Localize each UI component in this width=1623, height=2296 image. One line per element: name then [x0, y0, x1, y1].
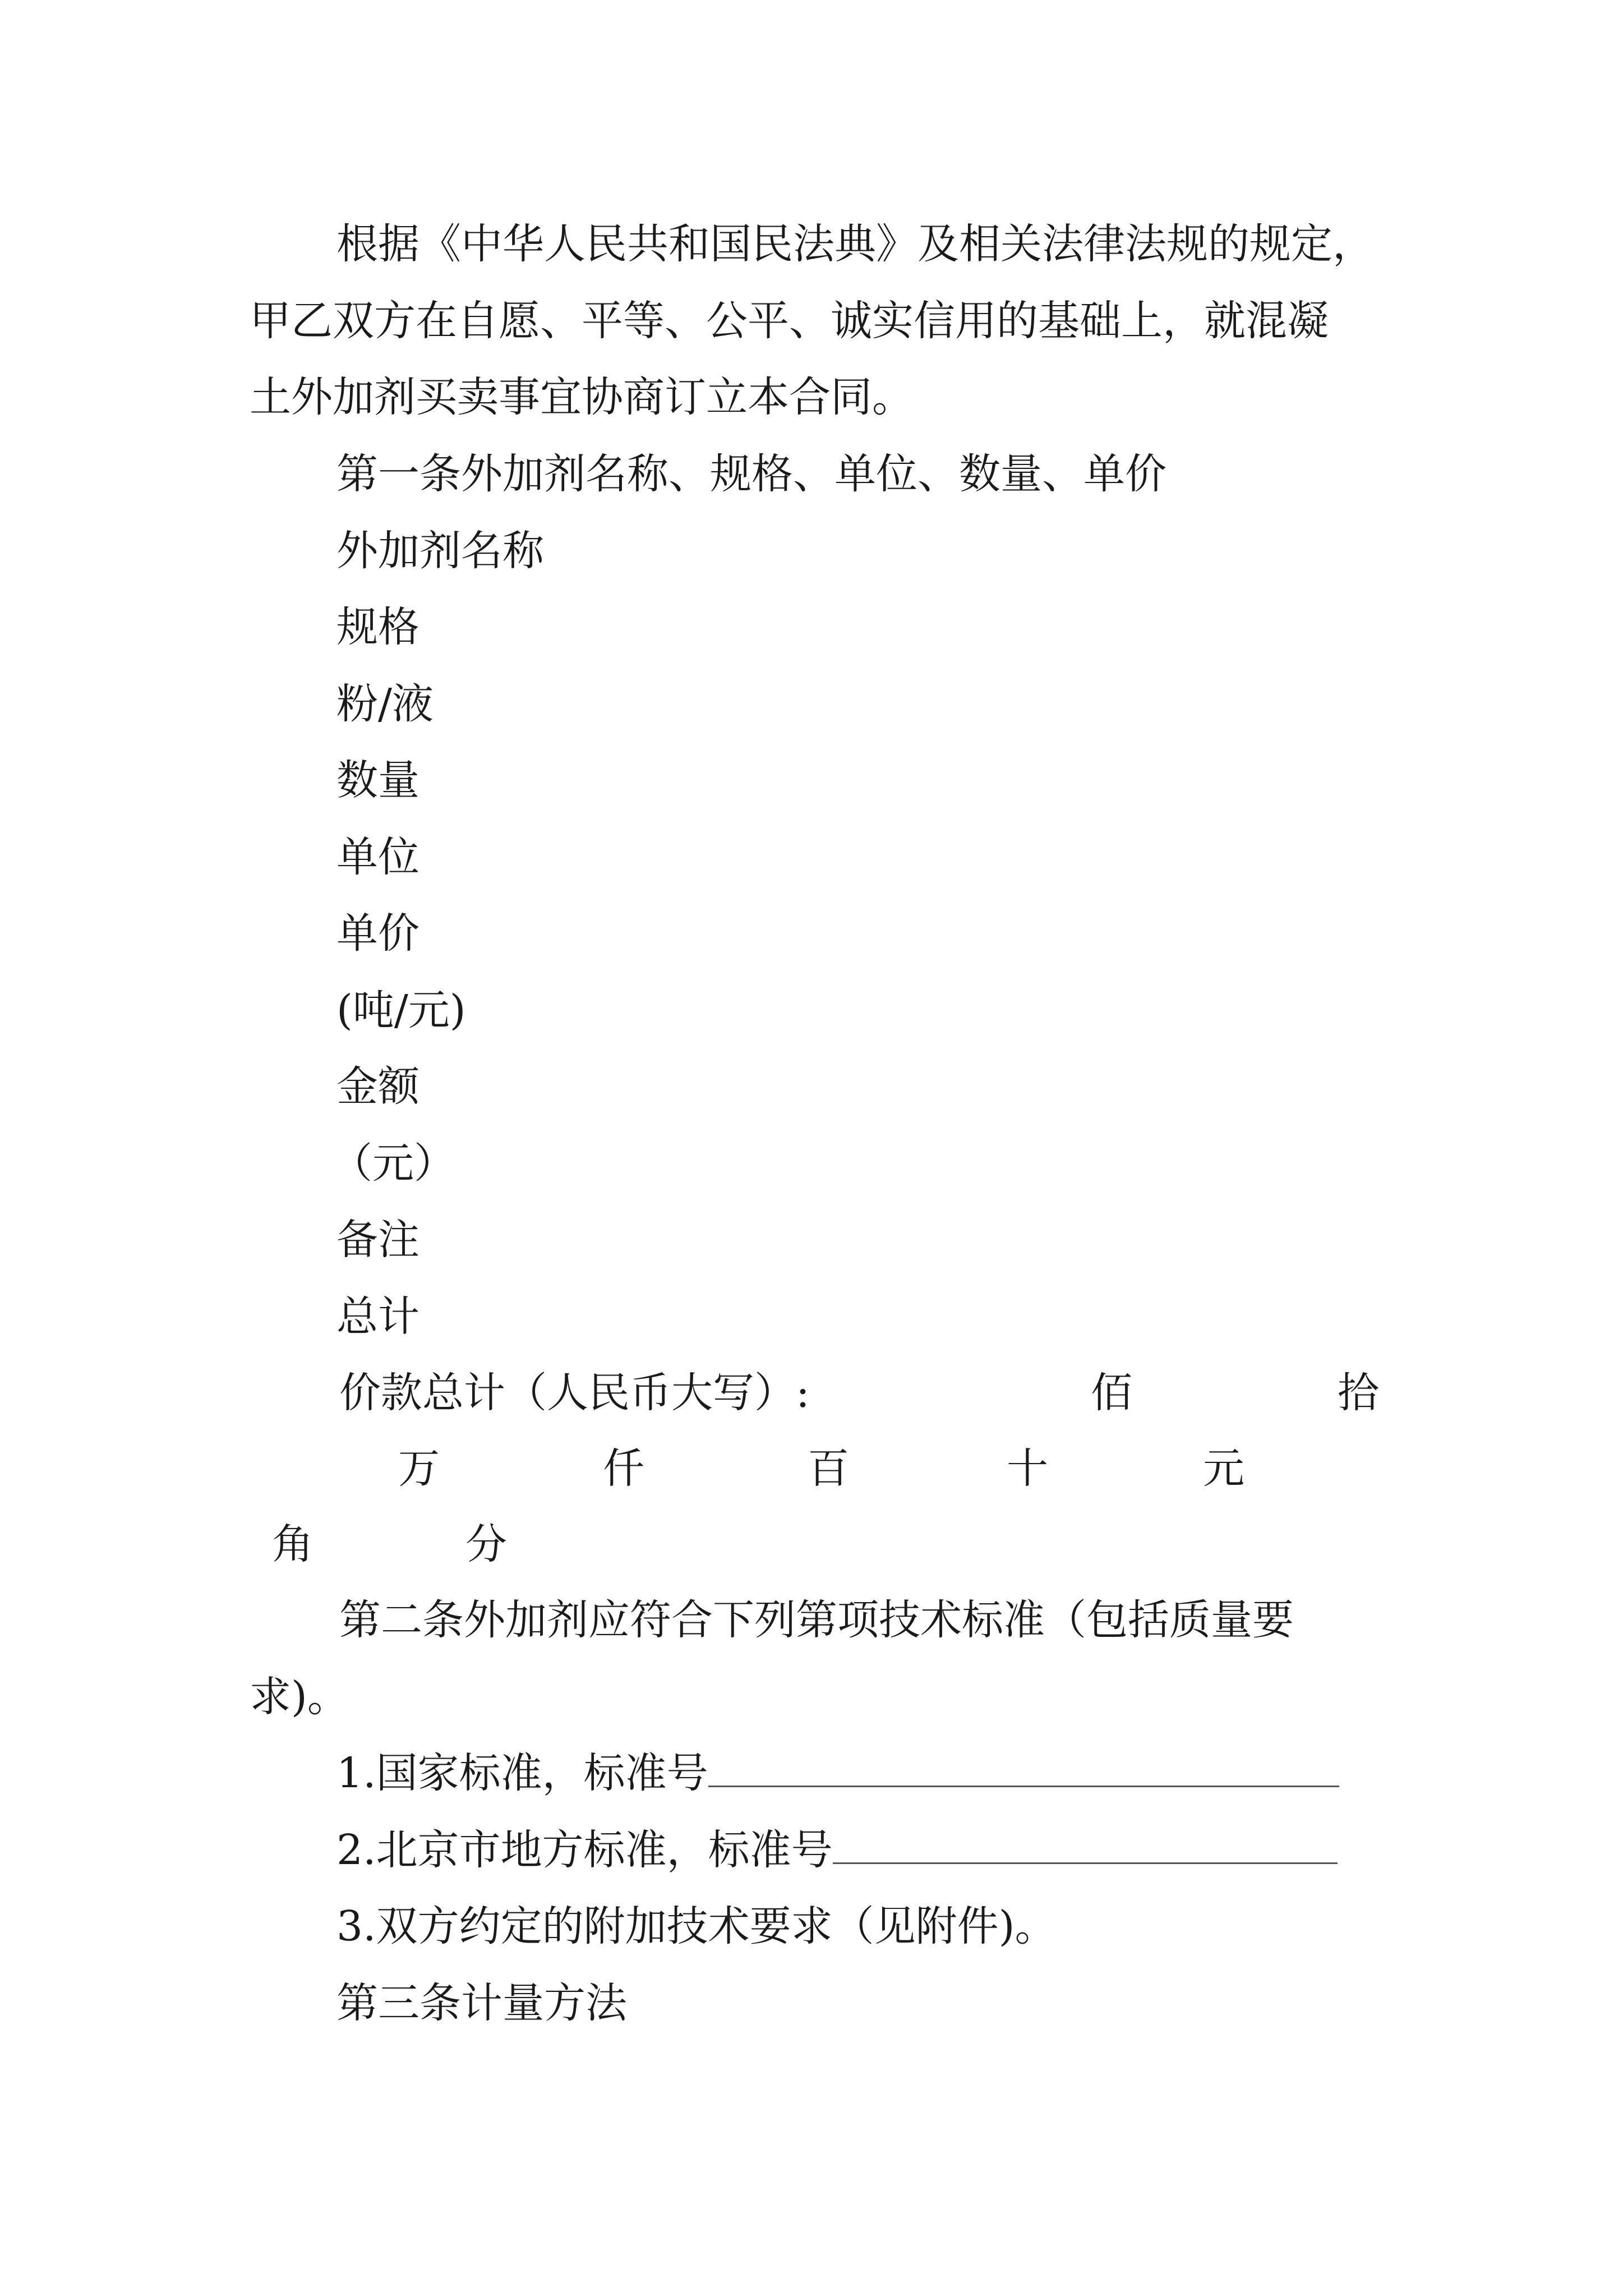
article1-title: 第一条外加剂名称、规格、单位、数量、单价: [336, 450, 1166, 498]
field-quantity: 数量: [336, 756, 419, 804]
field-remarks: 备注: [336, 1216, 419, 1264]
total-unit-shi: 拾: [1338, 1369, 1379, 1417]
total-unit-yuan: 元: [1203, 1444, 1244, 1493]
field-unit-price-unit: (吨/元): [336, 986, 466, 1034]
article2-item-beijing-standard: [336, 1822, 1338, 1878]
preamble-line-3: 土外加剂买卖事宜协商订立本合同。: [250, 373, 914, 421]
national-standard-label: 1.国家标准，标准号: [336, 1749, 708, 1797]
field-total: 总计: [336, 1292, 419, 1341]
article3-title: 第三条计量方法: [336, 1979, 627, 2027]
total-price-label: 价款总计（人民币大写）:: [339, 1369, 810, 1417]
total-unit-shi2: 十: [1007, 1444, 1048, 1493]
field-unit: 单位: [336, 833, 419, 881]
beijing-standard-label: 2.北京市地方标准，标准号: [336, 1826, 833, 1874]
field-spec: 规格: [336, 603, 419, 651]
field-amount-unit: （元）: [331, 1139, 455, 1188]
total-unit-qian: 仟: [603, 1444, 644, 1493]
field-amount: 金额: [336, 1062, 419, 1111]
preamble-line-2: 甲乙双方在自愿、平等、公平、诚实信用的基础上，就混凝: [250, 297, 1329, 345]
national-standard-blank[interactable]: [708, 1749, 1339, 1787]
field-unit-price: 单价: [336, 909, 419, 958]
article2-title-line1: 第二条外加剂应符合下列第项技术标准（包括质量要: [339, 1596, 1294, 1644]
total-unit-bai2: 百: [808, 1444, 849, 1493]
beijing-standard-blank[interactable]: [833, 1825, 1338, 1864]
article2-item-agreed-requirements: 3.双方约定的附加技术要求（见附件)。: [336, 1902, 1057, 1950]
preamble-line-1: 根据《中华人民共和国民法典》及相关法律法规的规定，: [336, 220, 1374, 268]
field-additive-name: 外加剂名称: [336, 527, 544, 575]
article2-item-national-standard: [336, 1745, 1339, 1801]
total-unit-wan: 万: [398, 1444, 440, 1493]
total-unit-fen: 分: [465, 1520, 507, 1568]
total-unit-bai: 佰: [1091, 1369, 1132, 1417]
article2-title-line2: 求)。: [250, 1673, 349, 1721]
field-powder-liquid: 粉/液: [336, 680, 434, 728]
total-unit-jiao: 角: [272, 1520, 313, 1568]
